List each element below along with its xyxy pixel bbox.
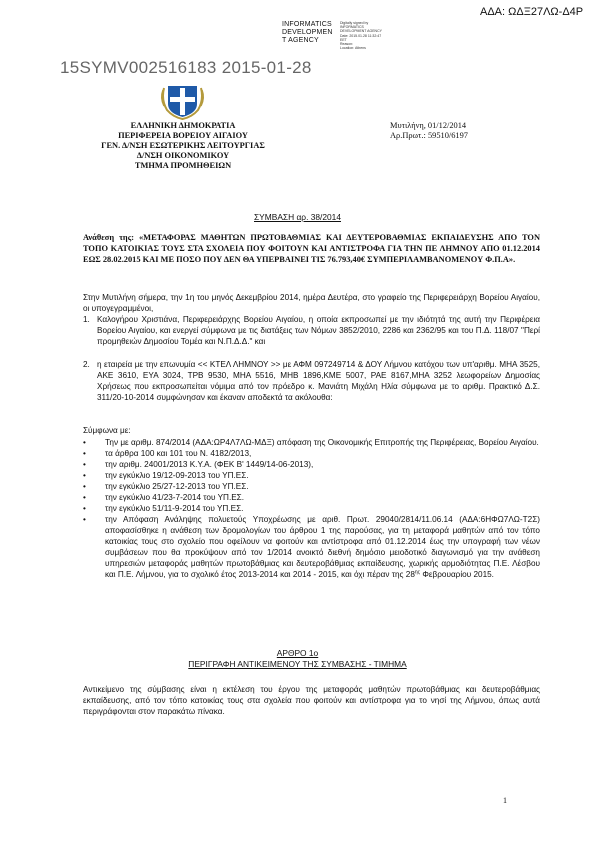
signature-detail-line: DEVELOPMENT AGENCY: [340, 29, 382, 34]
list-item-text: την εγκύκλιο 41/23-7-2014 του ΥΠ.ΕΣ.: [105, 493, 245, 502]
list-item-text: την εγκύκλιο 51/11-9-2014 του ΥΠ.ΕΣ.: [105, 504, 244, 513]
list-item: [83, 514, 540, 580]
ada-code: ΑΔΑ: ΩΔΞ27ΛΩ-Δ4Ρ: [480, 6, 584, 18]
list-item: [83, 448, 540, 459]
intro-paragraph: Στην Μυτιλήνη σήμερα, την 1η του μηνός Δεκεμβρίου 2014, ημέρα Δευτέρα, στο γραφείο της Περιφερειάρχη Βορείου Αιγαίου, οι υπογεγραμμένοι,: [83, 293, 540, 313]
digital-signature-agency: [282, 21, 333, 45]
header-line: ΓΕΝ. Δ/ΝΣΗ ΕΣΩΤΕΡΙΚΗΣ ΛΕΙΤΟΥΡΓΙΑΣ: [101, 141, 265, 150]
header-line: ΠΕΡΙΦΕΡΕΙΑ ΒΟΡΕΙΟΥ ΑΙΓΑΙΟΥ: [118, 131, 248, 140]
party-text: η εταιρεία με την επωνυμία << ΚΤΕΛ ΛΗΜΝΟΥ >> με ΑΦΜ 097249714 & ΔΟΥ Λήμνου κατόχου των υπ'αριθμ. ΜΗΑ 3525, ΑΚΕ 3610, ΕΥΑ 3024, ΤΡΒ 9530, ΜΗΑ 5516, ΜΗΒ 1896,ΚΜΕ 5007, ΡΑΕ 8167,ΜΗΑ 3252 λεωφορείων Δημοσίας Χρήσεως που εκπροσωπείται νόμιμα από τον πρόεδρο κ. Μανιάτη Μιχάλη Ηλία σύμφωνα με το αριθμ. Πρακτικό Δ.Σ. 311/20-10-2014 συμφώνησαν και έκαναν αποδεκτά τα ακόλουθα:: [97, 360, 540, 402]
party-number: 1.: [83, 315, 90, 324]
signature-detail-line: Date: 2015.01.28 11:32:47: [340, 33, 382, 38]
legal-basis-list: [83, 437, 540, 580]
protocol-number: Αρ.Πρωτ.: 59510/6197: [390, 131, 468, 140]
signature-detail-line: Digitally signed by: [340, 21, 369, 25]
issuer-header: [62, 121, 304, 171]
bullet-icon: •: [83, 471, 86, 480]
header-line: ΤΜΗΜΑ ΠΡΟΜΗΘΕΙΩΝ: [134, 161, 232, 170]
list-item-text: την εγκύκλιο 19/12-09-2013 του ΥΠ.ΕΣ.: [105, 471, 249, 480]
list-item-text: τα άρθρα 100 και 101 του Ν. 4182/2013,: [105, 449, 252, 458]
article-title: ΠΕΡΙΓΡΑΦΗ ΑΝΤΙΚΕΙΜΕΝΟΥ ΤΗΣ ΣΥΜΒΑΣΗΣ - ΤΙΜΗΜΑ: [188, 659, 407, 669]
signature-detail-line: Location: Athens: [340, 46, 366, 51]
document-date: Μυτιλήνη, 01/12/2014: [390, 121, 467, 130]
bullet-icon: •: [83, 482, 86, 491]
list-item: [83, 437, 540, 448]
signature-detail-line: EET: [340, 37, 347, 42]
list-item-text: την αριθμ. 24001/2013 Κ.Υ.Α. (ΦΕΚ Β' 1449/14-06-2013),: [105, 460, 314, 469]
list-item-text: την Απόφαση Ανάληψης πολυετούς Υποχρέωσης με αριθ. Πρωτ. 29040/2814/11.06.14 (ΑΔΑ:6ΗΦΩ7ΛΩ-Τ2Σ) αποφασίσθηκε η ανάθεση των δρομολογίων του άρθρου 1 της παρούσας, για τη μεταφορά μαθητών από τον τόπο κατοικίας τους στο σχολείο που οφείλουν να φοιτούν και αντίστροφα από 01.12.2014 έως την υπογραφή των νέων συμβάσεων που θα προκύψουν από τον 1/2014 ανοικτό διεθνή δημόσιο μειοδοτικό διαγωνισμό για την ανάθεση υπηρεσιών μεταφοράς μαθητών πρωτοβάθμιας και δευτεροβάθμιας εκπαίδευσης, χωρικής αρμοδιότητας Π.Ε. Λέσβου και Π.Ε. Λήμνου, για το σχολικό έτος 2013-2014 και 2014 - 2015, και όχι πέραν της 28: [105, 515, 540, 579]
list-item: [83, 459, 540, 470]
bullet-icon: •: [83, 449, 86, 458]
list-item: [83, 470, 540, 481]
digital-signature-details: [340, 21, 382, 50]
header-line: Δ/ΝΣΗ ΟΙΚΟΝΟΜΙΚΟΥ: [136, 151, 230, 160]
contract-object-paragraph: Αντικείμενο της σύμβασης είναι η εκτέλεση του έργου της μεταφοράς μαθητών πρωτοβάθμιας και δευτεροβάθμιας εκπαίδευσης, από τον τόπο κατοικίας τους στα σχολεία που φοιτούν και αντίστροφα για το νησί της Λήμνου, όπως αυτά περιγράφονται στον παρακάτω πίνακα.: [83, 685, 540, 716]
date-protocol-block: [390, 121, 468, 141]
signature-agency-line: T AGENCY: [282, 37, 319, 44]
ordinal-suffix: ης: [414, 569, 421, 576]
according-label: Σύμφωνα με:: [83, 426, 131, 435]
bullet-icon: •: [83, 493, 86, 502]
article-number: ΑΡΘΡΟ 1ο: [276, 648, 319, 658]
signature-agency-line: DEVELOPMEN: [282, 29, 333, 36]
list-item-text-tail: Φεβρουαρίου 2015.: [420, 570, 494, 579]
party-text: Καλογήρου Χριστιάνα, Περιφερειάρχης Βορείου Αιγαίου, η οποία εκπροσωπεί με την ιδιότητά της αυτή την Περιφέρεια Βορείου Αιγαίου, και ενεργεί σύμφωνα με τις διατάξεις των Νόμων 3852/2010, 2286 και 2362/95 και του Π.Δ. 118/07 "Περί προμηθειών Δημοσίου Τομέα και Ν.Π.Δ.Δ." και: [97, 315, 540, 346]
party-item: [83, 314, 540, 347]
page-number: 1: [503, 796, 507, 805]
party-number: 2.: [83, 360, 90, 369]
signature-detail-line: INFORMATICS: [340, 25, 364, 30]
greek-emblem-icon: [159, 80, 206, 120]
bullet-icon: •: [83, 438, 86, 447]
list-item-text: Την με αριθμ. 874/2014 (ΑΔΑ:ΩΡ4Λ7ΛΩ-ΜΔΞ) απόφαση της Οικονομικής Επιτροπής της Περιφέρειας, Βορείου Αιγαίου.: [105, 438, 539, 447]
document-watermark: 15SYMV002516183 2015-01-28: [60, 58, 312, 77]
bullet-icon: •: [83, 460, 86, 469]
header-line: ΕΛΛΗΝΙΚΗ ΔΗΜΟΚΡΑΤΙΑ: [130, 121, 236, 130]
bullet-icon: •: [83, 515, 86, 524]
list-item: [83, 492, 540, 503]
party-item: [83, 359, 540, 403]
list-item: [83, 503, 540, 514]
contract-title: ΣΥΜΒΑΣΗ αρ. 38/2014: [254, 212, 341, 222]
bullet-icon: •: [83, 504, 86, 513]
list-item-text: την εγκύκλιο 25/27-12-2013 του ΥΠ.ΕΣ.: [105, 482, 249, 491]
signature-agency-line: INFORMATICS: [282, 21, 332, 28]
signature-detail-line: Reason:: [340, 42, 354, 47]
contract-subject: Ανάθεση της: «ΜΕΤΑΦΟΡΑΣ ΜΑΘΗΤΩΝ ΠΡΩΤΟΒΑΘΜΙΑΣ ΚΑΙ ΔΕΥΤΕΡΟΒΑΘΜΙΑΣ ΕΚΠΑΙΔΕΥΣΗΣ ΑΠΟ ΤΟΝ ΤΟΠΟ ΚΑΤΟΙΚΙΑΣ ΤΟΥΣ ΣΤΑ ΣΧΟΛΕΙΑ ΠΟΥ ΦΟΙΤΟΥΝ ΚΑΙ ΑΝΤΙΣΤΡΟΦΑ ΓΙΑ ΤΗΝ ΠΕ ΛΗΜΝΟΥ ΑΠΟ 01.12.2014 ΕΩΣ 28.02.2015 ΚΑΙ ΜΕ ΠΟΣΟ ΠΟΥ ΔΕΝ ΘΑ ΥΠΕΡΒΑΙΝΕΙ ΤΙΣ 76.793,40€ ΣΥΜΠΕΡΙΛΑΜΒΑΝΟΜΕΝΟΥ Φ.Π.Α».: [83, 233, 540, 264]
list-item: [83, 481, 540, 492]
